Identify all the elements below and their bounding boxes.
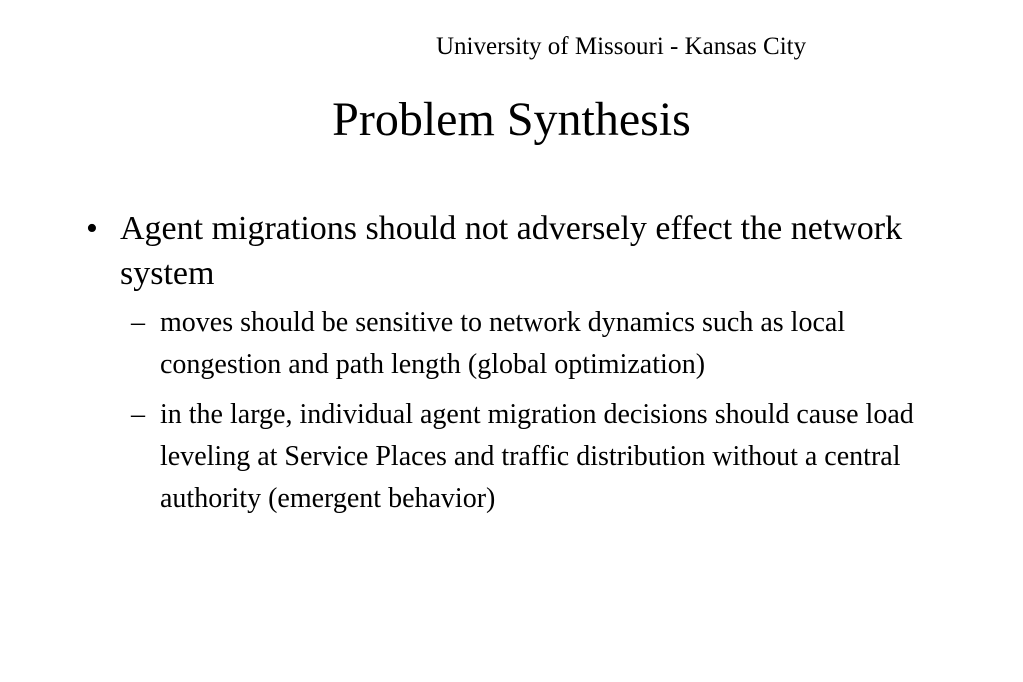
bullet-item [86,206,946,520]
bullet-text: Agent migrations should not adversely effect the network system [120,210,903,292]
sub-bullet-item [120,394,946,520]
bullet-list [86,206,946,528]
slide-title: Problem Synthesis [332,93,691,146]
bullet-marker: • [86,210,98,247]
sub-bullet-list [120,302,946,520]
sub-bullet-text: in the large, individual agent migration decisions should cause load leveling at Service Places and traffic distribution without a central authority (emergent behavior) [160,399,914,514]
organization-header: University of Missouri - Kansas City [436,33,807,60]
sub-bullet-marker: – [131,399,145,430]
sub-bullet-item [120,302,946,386]
sub-bullet-text: moves should be sensitive to network dynamics such as local congestion and path length (global optimization) [160,307,846,380]
sub-bullet-marker: – [131,307,145,338]
